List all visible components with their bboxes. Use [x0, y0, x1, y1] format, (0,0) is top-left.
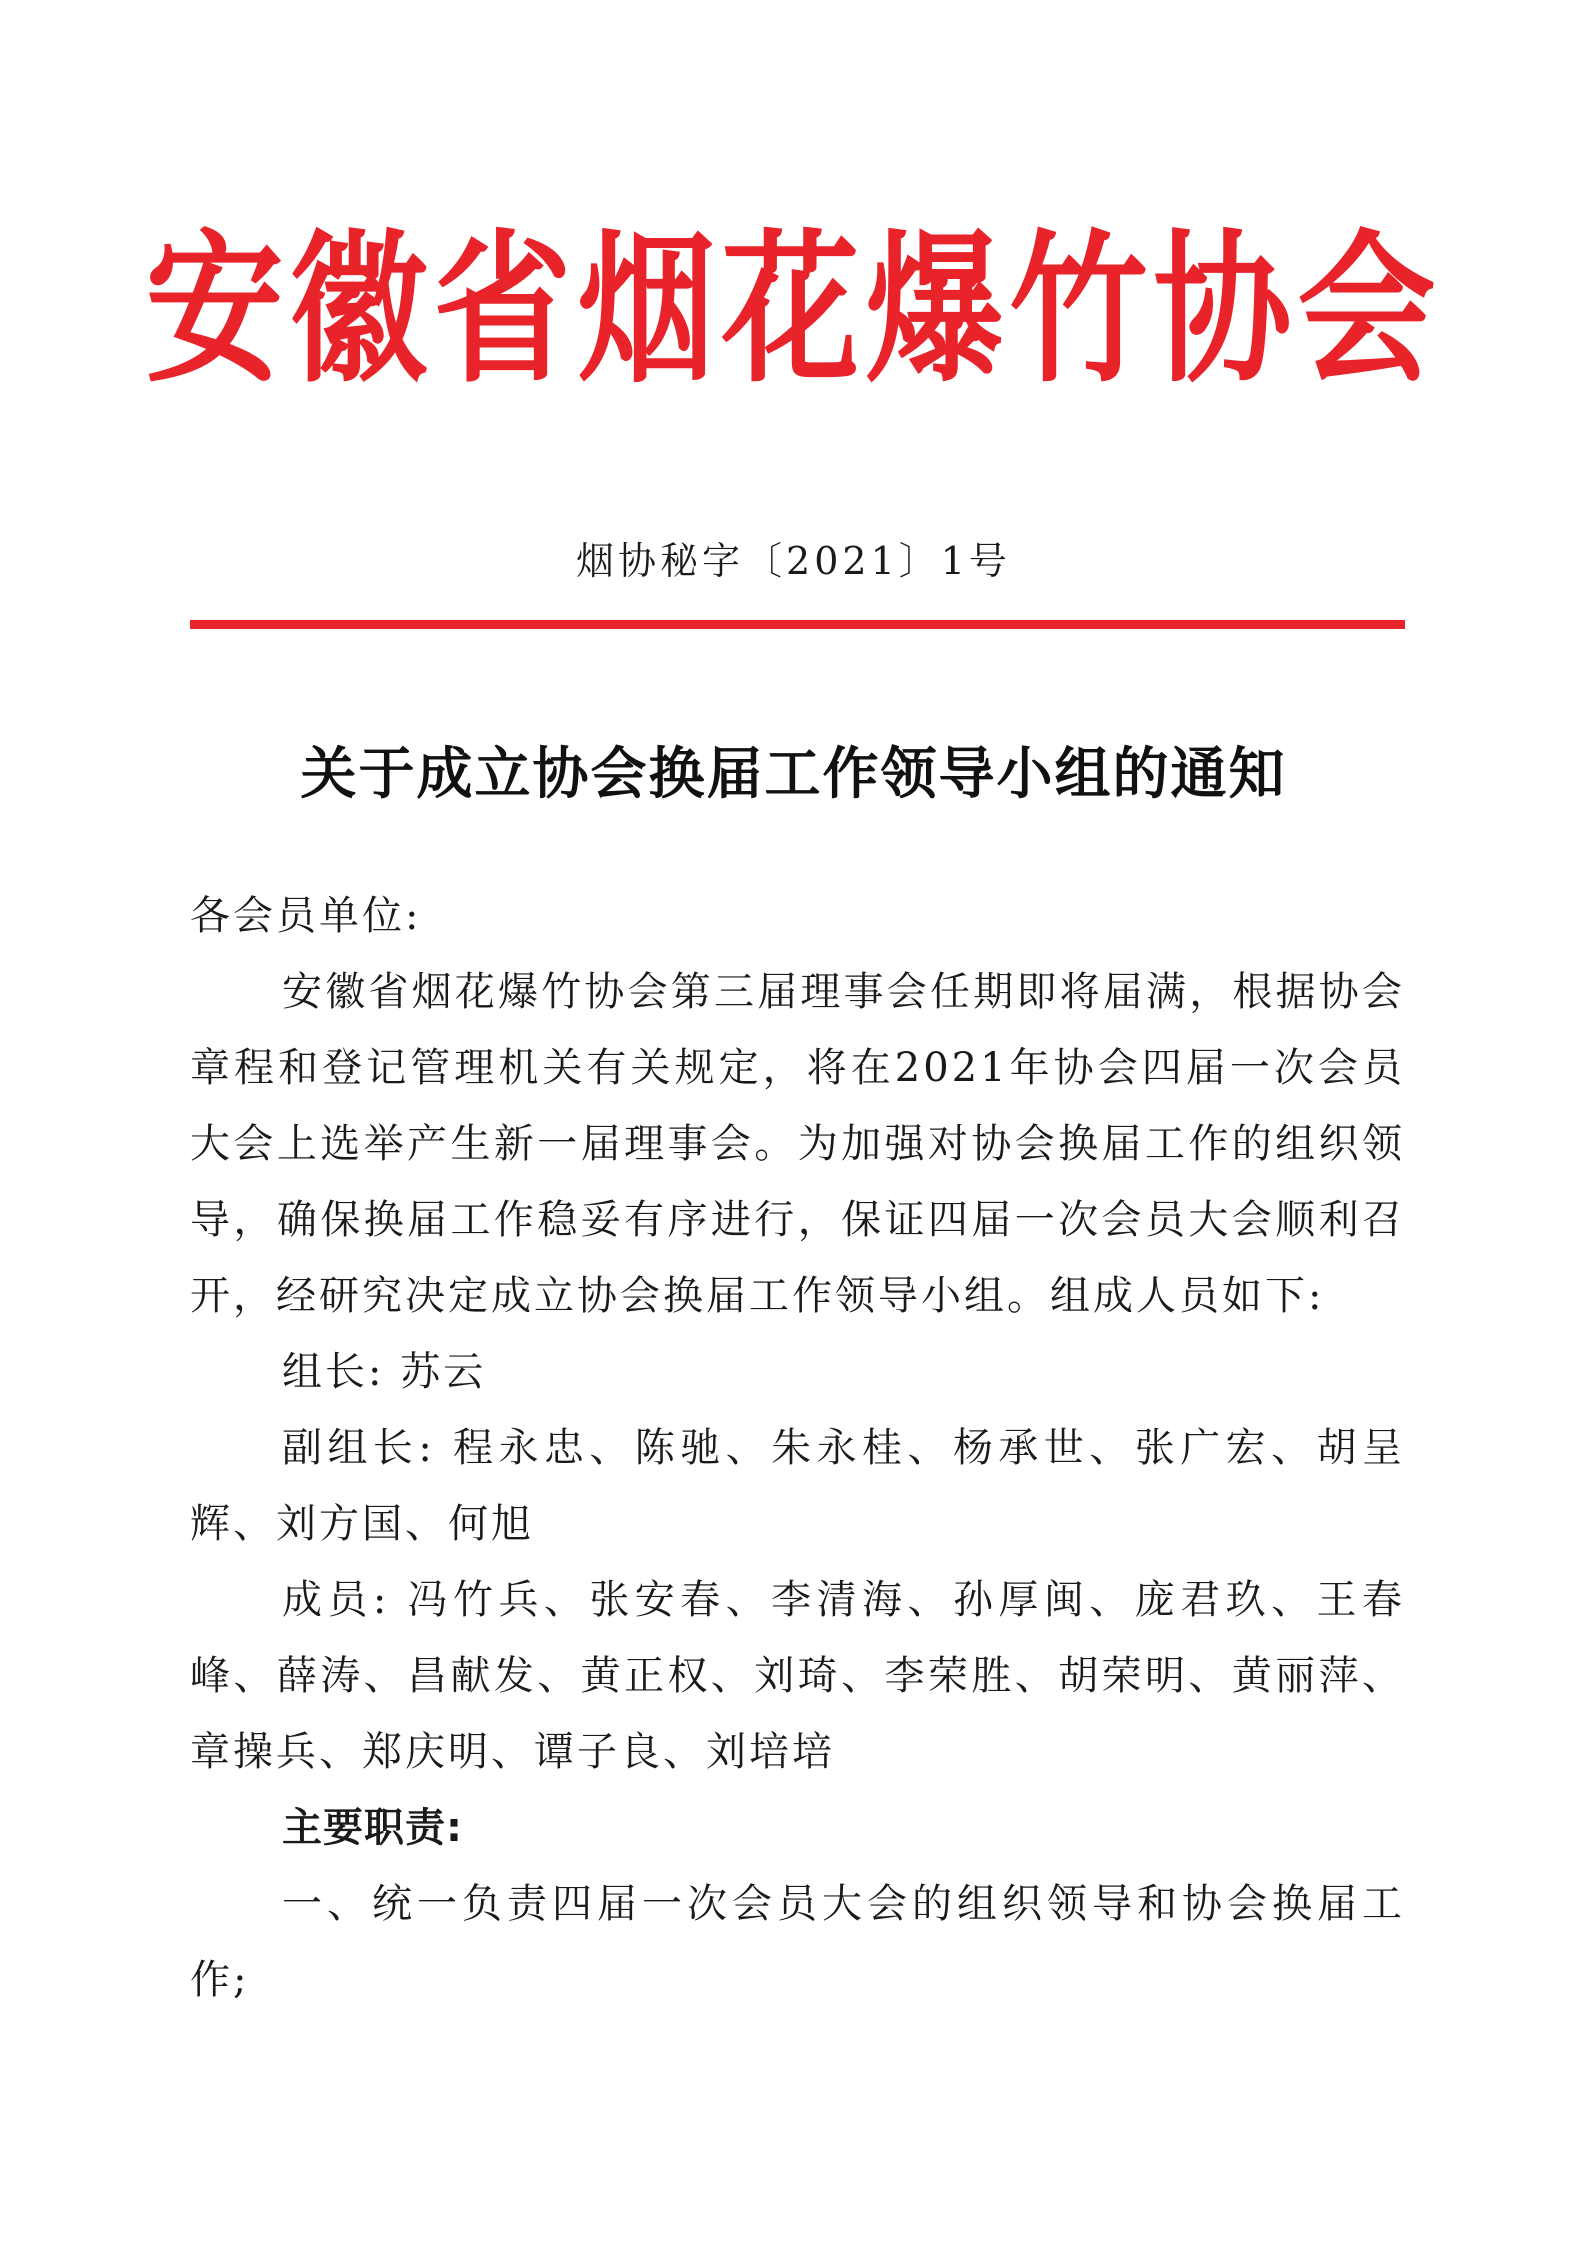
leader-line: 组长: 苏云 [282, 1349, 487, 1395]
deputy-leaders-line: 副组长: 程永忠、陈驰、朱永桂、杨承世、张广宏、胡呈辉、刘方国、何旭 [190, 1425, 1405, 1547]
members-line: 成员: 冯竹兵、张安春、李清海、孙厚闽、庞君玖、王春峰、薛涛、昌献发、黄正权、刘琦、李荣胜、胡荣明、黄丽萍、章操兵、郑庆明、谭子良、刘培培 [190, 1577, 1405, 1775]
document-number: 烟协秘字〔2021〕1号 [576, 539, 1011, 583]
red-divider-rule [190, 620, 1405, 629]
duties-heading: 主要职责: [282, 1805, 463, 1851]
salutation: 各会员单位: [190, 893, 422, 939]
notice-body [190, 878, 1405, 2018]
organization-masthead: 安徽省烟花爆竹协会 [145, 212, 1442, 405]
intro-paragraph: 安徽省烟花爆竹协会第三届理事会任期即将届满，根据协会章程和登记管理机关有关规定，将在2021年协会四届一次会员大会上选举产生新一届理事会。为加强对协会换届工作的组织领导，确保换届工作稳妥有序进行，保证四届一次会员大会顺利召开，经研究决定成立协会换届工作领导小组。组成人员如下: [190, 969, 1405, 1319]
notice-title: 关于成立协会换届工作领导小组的通知 [300, 742, 1287, 807]
duty-item-1: 一、统一负责四届一次会员大会的组织领导和协会换届工作; [190, 1881, 1405, 2003]
